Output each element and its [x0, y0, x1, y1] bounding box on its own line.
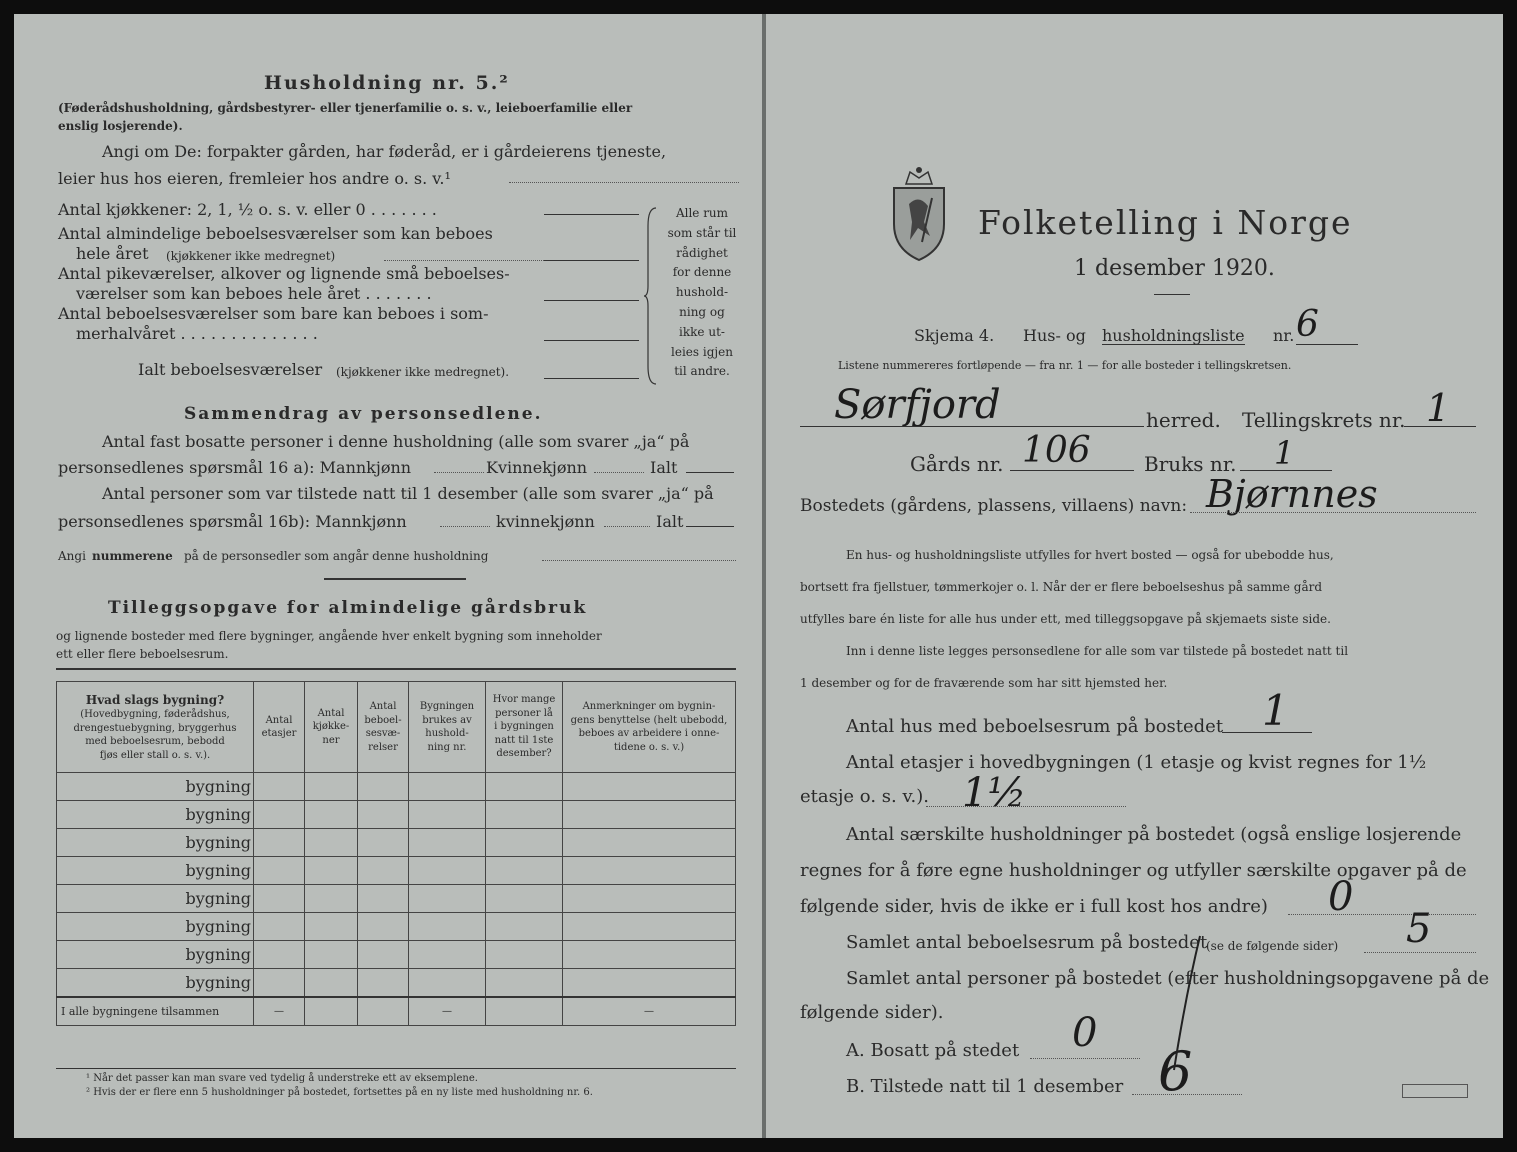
instruction-4: Inn i denne liste legges personsedlene for alle som var tilstede på bostedet natt til — [846, 644, 1349, 658]
numbers-answer-line — [542, 560, 736, 561]
total-dash: — — [254, 997, 305, 1026]
census-title: Folketelling i Norge — [978, 203, 1353, 242]
present-line — [1132, 1094, 1242, 1095]
floors-line — [926, 806, 1126, 807]
farm-number-value: 106 — [1022, 430, 1091, 471]
col-persons — [486, 682, 563, 773]
households-value: 0 — [1328, 874, 1354, 920]
occupancy-answer-line — [509, 182, 739, 183]
district-line — [1404, 426, 1476, 427]
occupancy-question-2: leier hus hos eieren, fremleier hos andre o. s. v.¹ — [58, 169, 451, 188]
total-persons-line-1: Samlet antal personer på bostedet (efter husholdningsopgavene på de — [846, 968, 1490, 989]
houses-line — [1222, 732, 1312, 733]
brace-note-line: for denne — [672, 265, 732, 280]
building-cell: bygning — [57, 829, 254, 857]
present-total-line — [686, 526, 734, 527]
brace-note-line: hushold- — [675, 285, 729, 300]
building-cell: bygning — [57, 885, 254, 913]
houses-value: 1 — [1262, 686, 1289, 735]
section-divider — [324, 578, 466, 580]
col-persons-text: Hvor mange — [492, 694, 556, 706]
col-building-desc: med beboelsesrum, bebodd — [85, 736, 225, 748]
col-building-title: Hvad slags bygning? — [85, 692, 225, 707]
brace-note-line: Alle rum — [675, 206, 729, 220]
col-rooms-text: Antal — [369, 701, 397, 712]
right-page — [766, 14, 1503, 1138]
table-row — [57, 913, 736, 941]
houses-label: Antal hus med beboelsesrum på bostedet — [846, 716, 1224, 737]
building-cell: bygning — [57, 801, 254, 829]
household-intro-line-1: (Føderådshusholdning, gårdsbestyrer- eller tjenerfamilie o. s. v., leieboerfamilie eller — [58, 101, 633, 115]
table-row — [57, 773, 736, 801]
buildings-table — [56, 681, 736, 1026]
col-persons-text: personer lå — [495, 707, 553, 719]
household-title: Husholdning nr. 5.² — [264, 72, 510, 94]
list-number-line — [1296, 344, 1358, 345]
rooms-ordinary-answer-line — [544, 260, 639, 261]
col-remarks-text: tidene o. s. v.) — [613, 741, 685, 753]
col-household-text: brukes av — [422, 714, 472, 726]
supplement-sub-2: ett eller flere beboelsesrum. — [56, 647, 229, 661]
table-total-row — [57, 997, 736, 1026]
household-list-number: 6 — [1296, 304, 1319, 345]
col-building-desc: drengestuebygning, bryggerhus — [73, 722, 237, 734]
numbers-c: på de personsedler som angår denne husholdning — [184, 549, 489, 563]
instruction-1: En hus- og husholdningsliste utfylles for hvert bosted — også for ubebodde hus, — [846, 548, 1334, 562]
rooms-ordinary-2a: hele året — [76, 244, 149, 263]
rooms-ordinary-dots — [384, 260, 544, 261]
farm-number-label: Gårds nr. — [910, 452, 1004, 476]
rooms-small-1: Antal pikeværelser, alkover og lignende små beboelses- — [58, 264, 510, 283]
kitchens-label: Antal kjøkkener: 2, 1, ½ o. s. v. eller 0 . . . . . . . — [58, 200, 437, 219]
present-value: 6 — [1158, 1040, 1193, 1103]
floors-line-2: etasje o. s. v.). — [800, 786, 929, 807]
kitchens-answer-line — [544, 214, 639, 215]
brace-note-line: som står til — [667, 225, 737, 240]
col-kitchens — [305, 682, 358, 773]
total-dash: — — [409, 997, 486, 1026]
numbers-a: Angi — [58, 549, 86, 563]
schema-label-a: Skjema 4. — [914, 326, 995, 345]
floors-value: 1½ — [962, 770, 1027, 816]
instruction-2: bortsett fra fjellstuer, tømmerkojer o. l. Når der er flere beboelseshus på samme gård — [800, 580, 1323, 594]
summary-present-2c: Ialt — [656, 512, 684, 531]
table-row — [57, 969, 736, 998]
brace-note-line: ning og — [679, 304, 725, 319]
building-cell: bygning — [57, 941, 254, 969]
household-intro-line-2: enslig losjerende). — [58, 119, 183, 133]
table-row — [57, 941, 736, 969]
col-building-desc: (Hovedbygning, føderådshus, — [80, 709, 230, 721]
summary-resident-2a: personsedlenes spørsmål 16 a): Mannkjønn — [58, 458, 412, 477]
col-household-text: Bygningen — [419, 701, 475, 712]
supplement-title: Tilleggsopgave for almindelige gårdsbruk — [108, 598, 588, 618]
col-building-desc: fjøs eller stall o. s. v.). — [99, 749, 211, 761]
holding-number-line — [1240, 470, 1332, 471]
total-rooms-line — [1364, 952, 1476, 953]
col-remarks-text: gens benyttelse (helt ubebodd, — [570, 714, 728, 726]
supplement-sub-1: og lignende bosteder med flere bygninger, angående hver enkelt bygning som inneholder — [56, 629, 602, 643]
holding-number-value: 1 — [1274, 434, 1295, 472]
footnote-1: ¹ Når det passer kan man svare ved tydelig å understreke ett av eksemplene. — [86, 1073, 478, 1084]
floors-line-1: Antal etasjer i hovedbygningen (1 etasje og kvist regnes for 1½ — [846, 752, 1427, 773]
pen-stroke — [1156, 934, 1206, 1074]
col-household-text: hushold- — [425, 728, 469, 739]
col-kitchens-text: kjøkke- — [312, 721, 350, 733]
col-floors — [254, 682, 305, 773]
schema-label-c: husholdningsliste — [1102, 326, 1245, 345]
col-persons-text: i bygningen — [494, 721, 554, 733]
summary-present-1: Antal personer som var tilstede natt til 1 desember (alle som svarer „ja“ på — [102, 484, 714, 503]
col-remarks — [563, 682, 736, 773]
municipality-line — [800, 426, 1144, 427]
rooms-ordinary-1: Antal almindelige beboelsesværelser som kan beboes — [58, 224, 493, 243]
rooms-small-2: værelser som kan beboes hele året . . . . . . . — [76, 284, 432, 303]
table-row — [57, 885, 736, 913]
rooms-ordinary-2b: (kjøkkener ikke medregnet) — [166, 249, 336, 263]
brace-note-line: rådighet — [676, 245, 728, 260]
instruction-5: 1 desember og for de fraværende som har sitt hjemsted her. — [800, 676, 1168, 690]
rooms-small-answer-line — [544, 300, 639, 301]
col-household-text: ning nr. — [427, 741, 467, 753]
col-rooms-text: sesvæ- — [365, 728, 401, 739]
col-persons-text: natt til 1ste — [494, 734, 554, 746]
total-persons-line-2: følgende sider). — [800, 1002, 944, 1023]
brace-note-line: til andre. — [674, 364, 730, 379]
present-female-line — [604, 526, 650, 527]
col-kitchens-text: Antal — [317, 707, 345, 719]
date-rule — [1154, 294, 1190, 295]
summary-resident-2c: Ialt — [650, 458, 678, 477]
rooms-summer-1: Antal beboelsesværelser som bare kan beboes i som- — [58, 304, 489, 323]
col-rooms-text: beboel- — [364, 714, 402, 726]
district-value: 1 — [1426, 386, 1451, 430]
table-top-rule — [56, 668, 736, 670]
occupancy-question-1: Angi om De: forpakter gården, har føderåd, er i gårdeierens tjeneste, — [102, 142, 667, 161]
municipality-label: herred. — [1146, 408, 1221, 432]
rooms-total-answer-line — [544, 378, 639, 379]
resident-value: 0 — [1072, 1010, 1098, 1056]
col-rooms — [358, 682, 409, 773]
households-line-3: følgende sider, hvis de ikke er i full kost hos andre) — [800, 896, 1268, 917]
total-rooms-note: (se de følgende sider) — [1206, 939, 1339, 953]
instruction-3: utfylles bare én liste for alle hus under ett, med tilleggsopgave på skjemaets siste side. — [800, 612, 1331, 626]
col-floors-text: Antal — [265, 714, 293, 726]
summary-resident-1: Antal fast bosatte personer i denne husholdning (alle som svarer „ja“ på — [102, 432, 690, 451]
printer-stamp — [1402, 1084, 1468, 1098]
footnote-rule — [56, 1068, 736, 1069]
resident-male-line — [434, 472, 484, 473]
summary-title: Sammendrag av personsedlene. — [184, 404, 543, 424]
summary-present-2a: personsedlenes spørsmål 16b): Mannkjønn — [58, 512, 407, 531]
rooms-total-label: Ialt beboelsesværelser — [138, 360, 323, 379]
col-kitchens-text: ner — [322, 734, 340, 746]
schema-label-b: Hus- og — [1023, 326, 1086, 345]
summary-present-2b: kvinnekjønn — [496, 512, 595, 531]
resident-label: A. Bosatt på stedet — [846, 1040, 1020, 1061]
total-label: I alle bygningene tilsammen — [57, 997, 254, 1026]
schema-label-d: nr. — [1273, 326, 1295, 345]
building-cell: bygning — [57, 969, 254, 998]
table-row — [57, 801, 736, 829]
brace-note-line: ikke ut- — [679, 324, 725, 339]
col-household-no — [409, 682, 486, 773]
footnote-2: ² Hvis der er flere enn 5 husholdninger på bostedet, fortsettes på en ny liste med husholdning nr. 6. — [86, 1087, 593, 1098]
present-male-line — [440, 526, 490, 527]
district-label: Tellingskrets nr. — [1242, 408, 1406, 432]
households-answer-line — [1288, 914, 1476, 915]
present-label: B. Tilstede natt til 1 desember — [846, 1076, 1124, 1097]
total-dash: — — [563, 997, 736, 1026]
resident-line — [1030, 1058, 1140, 1059]
farm-number-line — [1010, 470, 1134, 471]
total-rooms-value: 5 — [1406, 906, 1432, 952]
coat-of-arms-icon — [884, 164, 954, 264]
place-name-value: Bjørnnes — [1206, 472, 1378, 516]
resident-total-line — [686, 472, 734, 473]
building-cell: bygning — [57, 857, 254, 885]
total-rooms-label: Samlet antal beboelsesrum på bostedet — [846, 932, 1208, 953]
municipality-value: Sørfjord — [834, 382, 1001, 428]
numbering-instruction: Listene nummereres fortløpende — fra nr. 1 — for alle bosteder i tellingskretsen. — [838, 359, 1292, 372]
resident-female-line — [594, 472, 644, 473]
rooms-summer-answer-line — [544, 340, 639, 341]
brace-icon — [644, 206, 660, 386]
place-name-line — [1190, 512, 1476, 513]
col-building-type — [57, 682, 254, 773]
rooms-total-note: (kjøkkener ikke medregnet). — [336, 365, 510, 379]
brace-note — [659, 204, 745, 382]
col-rooms-text: relser — [368, 741, 398, 753]
table-row — [57, 829, 736, 857]
building-cell: bygning — [57, 913, 254, 941]
col-remarks-text: beboes av arbeidere i onne- — [578, 728, 720, 739]
col-persons-text: desember? — [496, 748, 552, 760]
numbers-b: nummerene — [92, 549, 173, 563]
brace-note-line: leies igjen — [671, 344, 733, 359]
rooms-summer-2: merhalvåret . . . . . . . . . . . . . . — [76, 324, 318, 343]
holding-number-label: Bruks nr. — [1144, 452, 1237, 476]
col-remarks-text: Anmerkninger om bygnin- — [582, 701, 716, 712]
table-row — [57, 857, 736, 885]
place-name-label: Bostedets (gårdens, plassens, villaens) navn: — [800, 496, 1188, 516]
households-line-1: Antal særskilte husholdninger på bostedet (også enslige losjerende — [846, 824, 1462, 845]
census-date: 1 desember 1920. — [1074, 256, 1275, 281]
households-line-2: regnes for å føre egne husholdninger og utfyller særskilte opgaver på de — [800, 860, 1467, 881]
building-cell: bygning — [57, 773, 254, 801]
left-page — [14, 14, 762, 1138]
summary-resident-2b: Kvinnekjønn — [486, 458, 588, 477]
col-floors-text: etasjer — [261, 728, 297, 739]
